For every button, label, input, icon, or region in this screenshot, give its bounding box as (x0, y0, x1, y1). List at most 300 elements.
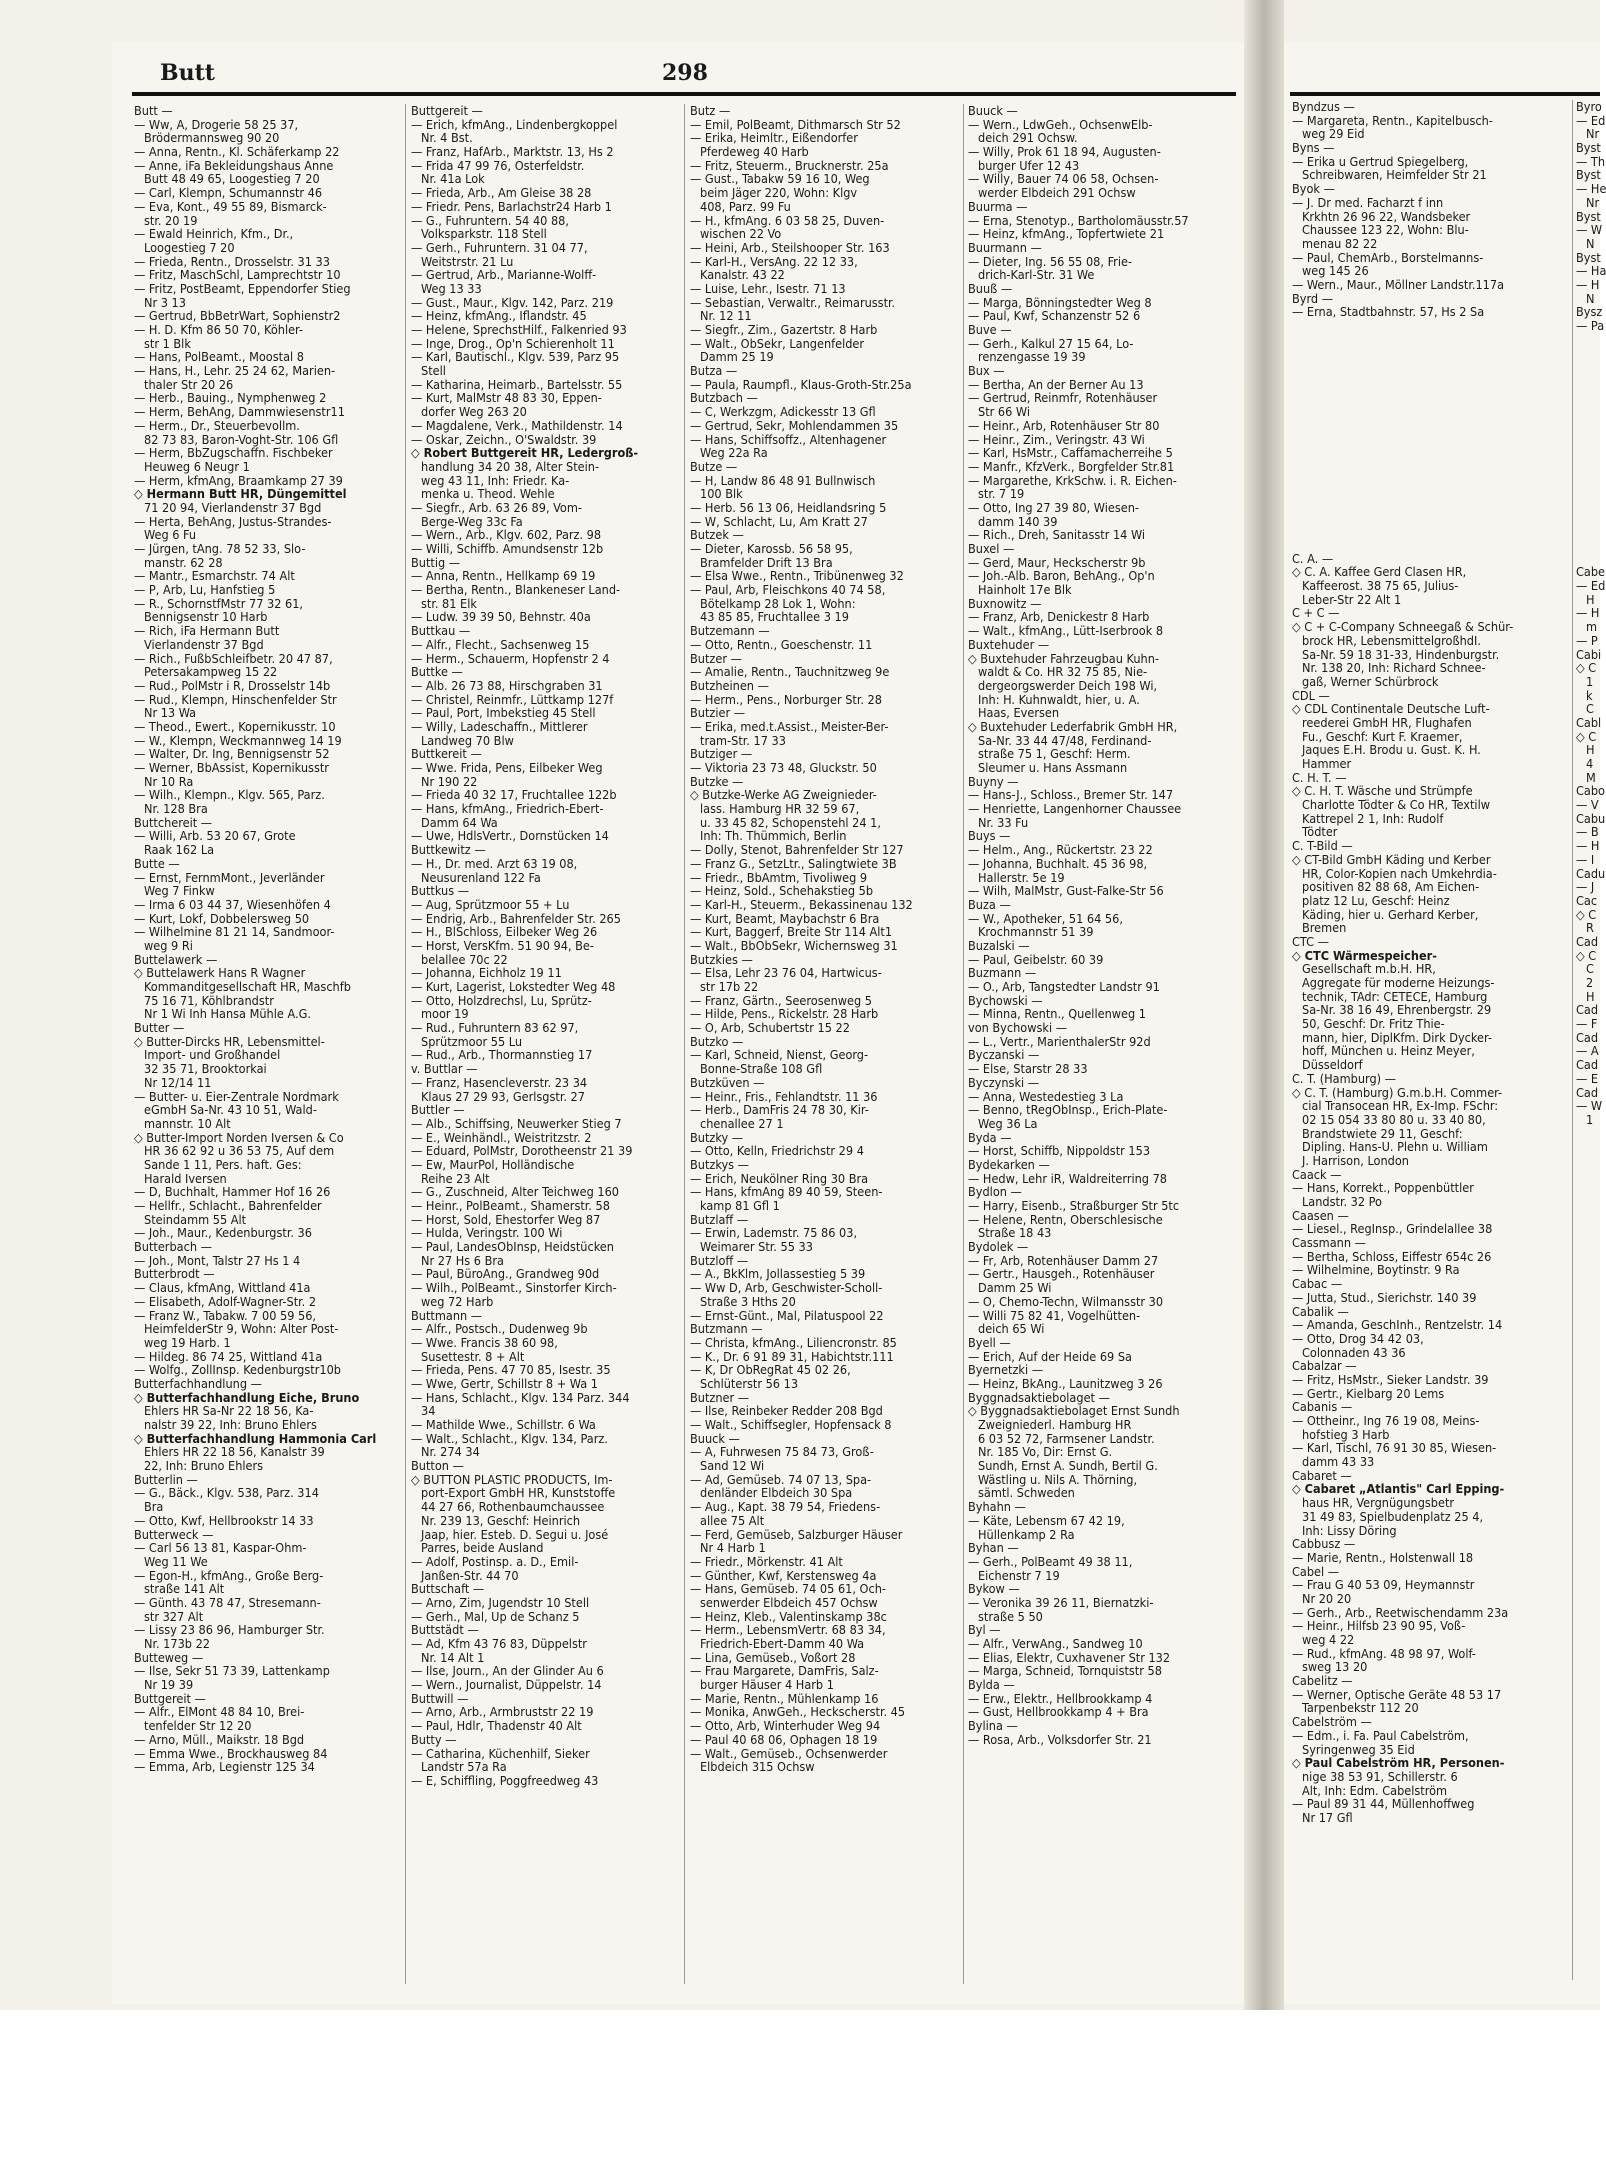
directory-entry-line (1576, 401, 1600, 415)
directory-entry-line: — Franz, Arb, Denickestr 8 Harb (968, 609, 1150, 625)
directory-column-1 (134, 104, 402, 1984)
directory-entry-line: — Walt., Schiffsegler, Hopfensack 8 (690, 1417, 892, 1432)
directory-entry-line: Byst (1576, 167, 1601, 183)
directory-entry-line: Hainholt 17e Blk (978, 582, 1072, 598)
directory-entry-line: Caasen — (1292, 1207, 1349, 1223)
directory-entry-line: Gesellschaft m.b.H. HR, (1302, 961, 1436, 977)
directory-entry-line: — Ewald Heinrich, Kfm., Dr., (134, 226, 294, 242)
directory-entry-line: — Gertrud, Reinmfr, Rotenhäuser (968, 390, 1158, 406)
directory-entry-line: 44 27 66, Rothenbaumchaussee (421, 1499, 605, 1515)
directory-entry-line: — Karl-H., Steuerm., Bekassinenau 132 (690, 896, 913, 912)
directory-entry-line: — J (1576, 879, 1595, 895)
directory-entry-line: haus HR, Vergnügungsbetr (1302, 1495, 1455, 1511)
directory-entry-line: hofstieg 3 Harb (1302, 1426, 1390, 1442)
directory-entry-line: manstr. 62 28 (144, 554, 223, 570)
directory-entry-line: straße 5 50 (978, 1608, 1043, 1624)
directory-entry-line: — Fritz, PostBeamt, Eppendorfer Stieg (134, 280, 351, 296)
directory-entry-line: — Herm., Pens., Norburger Str. 28 (690, 691, 882, 707)
directory-entry-line: — H., kfmAng. 6 03 58 25, Duven- (690, 212, 885, 228)
directory-entry-line: Vierlandenstr 37 Bgd (144, 636, 264, 652)
directory-entry-line (1292, 524, 1567, 538)
directory-entry-line: — Egon-H., kfmAng., Große Berg- (134, 1567, 324, 1583)
directory-entry-line: — Ottheinr., Ing 76 19 08, Meins- (1292, 1413, 1480, 1428)
directory-entry-line: — Gerh., PolBeamt 49 38 11, (968, 1553, 1133, 1569)
column-divider (405, 104, 406, 1984)
directory-entry-line: — Wwe. Frida, Pens, Eilbeker Weg (411, 760, 603, 775)
directory-entry-line: Buttkau — (411, 623, 471, 639)
directory-entry-line: Weimarer Str. 55 33 (700, 1239, 813, 1255)
directory-entry-line: Buza — (968, 896, 1011, 912)
directory-entry-line: — Erich, Auf der Heide 69 Sa (968, 1348, 1132, 1364)
directory-entry-line: C + C — (1292, 605, 1340, 621)
directory-entry-line: J. Harrison, London (1302, 1152, 1409, 1168)
directory-entry-line: tenfelder Str 12 20 (144, 1718, 252, 1734)
directory-entry-line: — Arno, Arb., Armbruststr 22 19 (411, 1704, 594, 1720)
directory-entry-line: — Carl 56 13 81, Kaspar-Ohm- (134, 1540, 307, 1556)
directory-entry-line: — Wilhelmine 81 21 14, Sandmoor- (134, 924, 335, 940)
column-divider (684, 104, 685, 1984)
directory-entry-line: Sleumer u. Hans Assmann (978, 760, 1128, 775)
directory-entry-line: — Jutta, Stud., Sierichstr. 140 39 (1292, 1289, 1477, 1305)
directory-entry-line: Dipling. Hans-U. Plehn u. William (1302, 1139, 1488, 1155)
directory-entry-line: — Alfr., VerwAng., Sandweg 10 (968, 1636, 1143, 1651)
directory-entry-line: Düsseldorf (1302, 1057, 1363, 1073)
directory-entry-line (1576, 497, 1600, 511)
directory-entry-line: — Frieda, Pens. 47 70 85, Isestr. 35 (411, 1362, 611, 1378)
directory-entry-line: damm 140 39 (978, 513, 1058, 529)
directory-entry-line: Brandstwiete 29 11, Geschf: (1302, 1125, 1463, 1141)
directory-entry-line: Bylda — (968, 1677, 1015, 1693)
directory-entry-line: sämtl. Schweden (978, 1485, 1075, 1501)
directory-entry-line: — Gust., Maur., Klgv. 142, Parz. 219 (411, 294, 614, 310)
directory-entry-line: Nr. 14 Alt 1 (421, 1649, 485, 1665)
directory-entry-line: M (1586, 769, 1596, 785)
directory-entry-line: Butzlaff — (690, 1211, 749, 1227)
directory-entry-line: ◇ C. T. (Hamburg) G.m.b.H. Commer- (1292, 1084, 1503, 1100)
directory-entry-line: — Ed (1576, 578, 1606, 594)
directory-entry-line: Bydekarken — (968, 1156, 1050, 1172)
directory-entry-line: v. Buttlar — (411, 1061, 478, 1077)
directory-entry-line: Kanalstr. 43 22 (700, 267, 785, 283)
directory-entry-line: Sande 1 11, Pers. haft. Ges: (144, 1156, 302, 1172)
directory-entry-line: nige 38 53 91, Schillerstr. 6 (1302, 1768, 1458, 1784)
directory-entry-line: Cad (1576, 1057, 1599, 1073)
directory-entry-line: — Herm., Dr., Steuerbevollm. (134, 417, 300, 433)
directory-entry-line: — Arno, Zim, Jugendstr 10 Stell (411, 1594, 590, 1610)
directory-entry-line: Byhan — (968, 1540, 1019, 1556)
directory-entry-line: — Eva, Kont., 49 55 89, Bismarck- (134, 198, 327, 214)
directory-entry-line: Nr. 12 11 (700, 308, 752, 324)
directory-entry-line: — Lina, Gemüseb., Voßort 28 (690, 1649, 856, 1665)
directory-entry-line: — Hans, Gemüseb. 74 05 61, Och- (690, 1581, 886, 1597)
directory-entry-line: Buttschaft — (411, 1581, 485, 1597)
directory-entry-line: Str 66 Wi (978, 404, 1030, 420)
directory-entry-line (1576, 470, 1600, 484)
directory-entry-line: — Hans, kfmAng., Friedrich-Ebert- (411, 801, 604, 817)
directory-entry-line: — Hans, PolBeamt., Moostal 8 (134, 349, 304, 365)
directory-entry-line: H (1586, 591, 1595, 607)
directory-entry-line: Byernetzki — (968, 1362, 1044, 1378)
directory-entry-line: — Ed (1576, 112, 1606, 128)
directory-entry-line: Buuß — (968, 280, 1013, 296)
directory-entry-line: Butt 48 49 65, Loogestieg 7 20 (144, 171, 320, 187)
directory-entry-line: Buxtehuder — (968, 636, 1050, 652)
directory-entry-line: — Elisabeth, Adolf-Wagner-Str. 2 (134, 1293, 317, 1309)
directory-entry-line: — Walt., BbObSekr, Wichernsweg 31 (690, 937, 898, 953)
directory-entry-line: Straße 18 43 (978, 1225, 1052, 1241)
directory-entry-line: Nr 3 13 (144, 294, 186, 310)
directory-entry-line: Landstr. 32 Po (1302, 1194, 1382, 1209)
directory-entry-line: — W, Schlacht, Lu, Am Kratt 27 (690, 513, 868, 529)
directory-entry-line: Weg 6 Fu (144, 527, 197, 543)
directory-entry-line: — Aug, Sprützmoor 55 + Lu (411, 896, 570, 912)
directory-entry-line: — Mantr., Esmarchstr. 74 Alt (134, 568, 295, 584)
directory-entry-line: — Irma 6 03 44 37, Wiesenhöfen 4 (134, 896, 331, 912)
directory-entry-line: Butteweg — (134, 1649, 204, 1665)
directory-entry-line: Butzkies — (690, 951, 753, 967)
directory-entry-line: — Bertha, An der Berner Au 13 (968, 376, 1144, 392)
directory-entry-line: Butzier — (690, 705, 746, 721)
directory-entry-line: beim Jäger 220, Wohn: Klgv (700, 185, 858, 201)
directory-entry-line: deich 65 Wi (978, 1321, 1045, 1337)
directory-entry-line: Byst (1576, 249, 1601, 265)
directory-entry-line: Inh: Th. Thümmich, Berlin (700, 828, 847, 844)
directory-entry-line: 31 49 83, Spielbudenplatz 25 4, (1302, 1508, 1484, 1524)
directory-entry-line: — Heini, Arb., Steilshooper Str. 163 (690, 239, 890, 255)
column-divider (963, 104, 964, 1984)
directory-entry-line: k (1586, 687, 1593, 703)
directory-entry-line: — Otto, Holzdrechsl, Lu, Sprütz- (411, 992, 592, 1008)
directory-entry-line: gaß, Werner Schürbrock (1302, 673, 1439, 689)
directory-entry-line: — Franz, Hasencleverstr. 23 34 (411, 1074, 588, 1090)
directory-entry-line: Butz — (690, 103, 731, 118)
directory-entry-line: Stell (421, 363, 446, 379)
directory-entry-line: Nr 19 39 (144, 1677, 194, 1693)
directory-entry-line: Colonnaden 43 36 (1302, 1344, 1406, 1360)
directory-entry-line (1292, 538, 1567, 552)
directory-entry-line: Kaffeerost. 38 75 65, Julius- (1302, 578, 1459, 594)
directory-entry-line: — Emil, PolBeamt, Dithmarsch Str 52 (690, 116, 901, 132)
directory-entry-line: Charlotte Tödter & Co HR, Textilw (1302, 797, 1490, 813)
directory-entry-line: — Günth. 43 78 47, Stresemann- (134, 1594, 321, 1610)
directory-entry-line: — V (1576, 797, 1599, 813)
directory-entry-line: — Herb., Bauing., Nymphenweg 2 (134, 390, 327, 406)
directory-entry-line: — Henriette, Langenhorner Chaussee (968, 801, 1182, 817)
directory-entry-line: moor 19 (421, 1006, 469, 1022)
directory-entry-line: brock HR, LebensmittelgroßhdI. (1302, 632, 1481, 648)
directory-entry-line: C. H. T. — (1292, 769, 1347, 785)
directory-entry-line: — Joh., Maur., Kedenburgstr. 36 (134, 1225, 312, 1241)
directory-entry-line: Nr 20 20 (1302, 1590, 1352, 1606)
directory-entry-line: — Gertr., Hausgeh., Rotenhäuser (968, 1266, 1155, 1282)
directory-entry-line: Weg 7 Finkw (144, 883, 215, 899)
directory-entry-line: Bux — (968, 363, 1005, 379)
directory-entry-line: Byndzus — (1292, 99, 1355, 114)
directory-entry-line: cial Transocean HR, Ex-Imp. FSchr: (1302, 1098, 1499, 1114)
directory-entry-line: Bremen (1302, 920, 1347, 936)
directory-entry-line: Haas, Eversen (978, 705, 1060, 721)
directory-entry-line: Buttgereit — (134, 1690, 206, 1706)
directory-entry-line: — Endrig, Arb., Bahrenfelder Str. 265 (411, 910, 621, 926)
directory-entry-line: — Herm., Schauerm, Hopfenstr 2 4 (411, 650, 610, 666)
directory-entry-line: mann, hier, DiplKfm. Dirk Dycker- (1302, 1029, 1492, 1045)
directory-entry-line (1576, 374, 1600, 388)
directory-entry-line: wischen 22 Vo (700, 226, 782, 242)
directory-entry-line: — W (1576, 1098, 1603, 1114)
directory-entry-line: reederei GmbH HR, Flughafen (1302, 714, 1472, 730)
directory-entry-line: — Karl, Bautischl., Klgv. 539, Parz 95 (411, 349, 620, 365)
directory-entry-line: damm 43 33 (1302, 1454, 1375, 1470)
directory-entry-line: — Liesel., RegInsp., Grindelallee 38 (1292, 1221, 1493, 1237)
directory-entry-line: — Rud., Klempn, Hinschenfelder Str (134, 691, 337, 707)
directory-entry-line: belallee 70c 22 (421, 951, 508, 967)
directory-entry-line: — A., BkKlm, Jollassestieg 5 39 (690, 1266, 866, 1282)
directory-entry-line: — Paul, BüroAng., Grandweg 90d (411, 1266, 600, 1282)
directory-entry-line: N (1586, 235, 1595, 251)
directory-entry-line: — Paula, Raumpfl., Klaus-Groth-Str.25a (690, 376, 912, 392)
directory-entry-line: — Emma Wwe., Brockhausweg 84 (134, 1745, 328, 1761)
directory-entry-line (1292, 442, 1567, 456)
directory-entry-line: — Willi, Schiffb. Amundsenstr 12b (411, 541, 604, 556)
directory-entry-line: Nr (1586, 194, 1600, 210)
directory-entry-line: — Herm., LebensmVertr. 68 83 34, (690, 1622, 886, 1638)
directory-entry-line: Damm 25 Wi (978, 1280, 1052, 1296)
directory-entry-line: — Emma, Arb, Legienstr 125 34 (134, 1759, 315, 1775)
directory-entry-line: lass. Hamburg HR 32 59 67, (700, 801, 860, 817)
directory-entry-line: — Erich, Neukölner Ring 30 Bra (690, 1170, 869, 1186)
directory-entry-line: burger Ufer 12 43 (978, 157, 1080, 173)
directory-entry-line: Nr. 138 20, Inh: Richard Schnee- (1302, 660, 1486, 676)
directory-entry-line: kamp 81 Gfl 1 (700, 1198, 780, 1213)
directory-entry-line: — C, Werkzgm, Adickesstr 13 Gfl (690, 404, 876, 420)
directory-entry-line: Fu., Geschf: Kurt F. Kraemer, (1302, 728, 1463, 744)
directory-entry-line: — H., BlSchloss, Eilbeker Weg 26 (411, 924, 598, 940)
directory-entry-line: 32 35 71, Brooktorkai (144, 1061, 267, 1077)
directory-entry-line: — Ilse, Journ., An der Glinder Au 6 (411, 1663, 604, 1679)
directory-entry-line: 1 (1586, 1111, 1594, 1127)
directory-entry-line: Cabl (1576, 714, 1602, 730)
directory-column-4 (968, 104, 1238, 1984)
directory-entry-line (1576, 387, 1600, 401)
directory-entry-line: 100 Blk (700, 486, 743, 502)
directory-entry-line: Landstr 57a Ra (421, 1759, 507, 1775)
directory-entry-line: Butzloff — (690, 1252, 749, 1268)
directory-entry-line: chenallee 27 1 (700, 1115, 784, 1131)
directory-entry-line: — Gerh., Fuhruntern. 31 04 77, (411, 239, 588, 255)
directory-entry-line: — Wern., Journalist, Düppelstr. 14 (411, 1677, 602, 1693)
directory-entry-line (1576, 333, 1600, 347)
directory-entry-line: technik, TAdr: CETECE, Hamburg (1302, 988, 1488, 1004)
directory-entry-line: Buurmann — (968, 239, 1042, 255)
directory-entry-line: Buttke — (411, 664, 463, 680)
directory-entry-line: — Minna, Rentn., Quellenweg 1 (968, 1006, 1146, 1022)
directory-entry-line: — Wern., Maur., Möllner Landstr.117a (1292, 276, 1505, 292)
directory-entry-line (1576, 346, 1600, 360)
directory-entry-line: tram-Str. 17 33 (700, 732, 786, 748)
directory-entry-line: Jaap, hier. Esteb. D. Segui u. José (421, 1526, 609, 1542)
directory-entry-line: ◇ Cabaret „Atlantis" Carl Epping- (1292, 1481, 1505, 1497)
directory-entry-line: Byns — (1292, 140, 1335, 156)
directory-entry-line: — H, Landw 86 48 91 Bullnwisch (690, 472, 876, 488)
directory-entry-line: — Uwe, HdlsVertr., Dornstücken 14 (411, 828, 609, 844)
directory-entry-line: H (1586, 988, 1595, 1004)
directory-entry-line: Cabe (1576, 564, 1606, 580)
directory-entry-line: 1 (1586, 673, 1594, 689)
directory-entry-line: — Pa (1576, 318, 1605, 333)
directory-entry-line: Nr 12/14 11 (144, 1074, 212, 1090)
directory-entry-line: — Eduard, PolMstr, Dorotheenstr 21 39 (411, 1143, 633, 1159)
directory-entry-line: Syringenweg 35 Eid (1302, 1741, 1415, 1757)
directory-entry-line: — W (1576, 222, 1603, 238)
directory-entry-line: ◇ Robert Buttgereit HR, Ledergroß- (411, 445, 639, 461)
directory-entry-line: Sa-Nr. 38 16 49, Ehrenbergstr. 29 (1302, 1002, 1492, 1018)
directory-entry-line: — Heinz, kfmAng., Topfertwiete 21 (968, 226, 1165, 242)
directory-entry-line: Buys — (968, 828, 1011, 844)
directory-entry-line: Tarpenbekstr 112 20 (1302, 1700, 1419, 1716)
directory-entry-line: — Siegfr., Arb. 63 26 89, Vom- (411, 499, 582, 515)
directory-entry-line: ◇ Butter-Dircks HR, Lebensmittel- (134, 1033, 325, 1049)
directory-entry-line: werder Elbdeich 291 Ochsw (978, 185, 1136, 201)
directory-entry-line: — Otto, Arb, Winterhuder Weg 94 (690, 1718, 881, 1734)
directory-entry-line: ◇ Butter-Import Norden Iversen & Co (134, 1129, 344, 1145)
directory-entry-line: — Anna, Rentn., Kl. Schäferkamp 22 (134, 144, 340, 160)
directory-entry-line: — Dieter, Karossb. 56 58 95, (690, 541, 853, 556)
directory-entry-line: — Wilh., PolBeamt., Sinstorfer Kirch- (411, 1280, 617, 1296)
header-rule-right (1290, 92, 1600, 96)
page-number: 298 (662, 60, 708, 86)
directory-entry-line: — Willy, Prok 61 18 94, Augusten- (968, 144, 1161, 160)
directory-entry-line: Butty — (411, 1731, 457, 1747)
directory-entry-line: — Elsa, Lehr 23 76 04, Hartwicus- (690, 965, 882, 981)
directory-entry-line: ◇ C. A. Kaffee Gerd Clasen HR, (1292, 564, 1467, 580)
directory-entry-line: Damm 64 Wa (421, 814, 498, 830)
directory-entry-line: 4 (1586, 756, 1594, 771)
directory-entry-line: Butt — (134, 103, 173, 118)
directory-entry-line: — Gerd, Maur, Heckscherstr 9b (968, 554, 1146, 570)
directory-entry-line: — Rich., Dreh, Sanitasstr 14 Wi (968, 527, 1146, 543)
directory-entry-line: — Kurt, Baggerf, Breite Str 114 Alt1 (690, 924, 893, 940)
directory-entry-line: — Ha (1576, 263, 1606, 279)
directory-entry-line: — Paul 40 68 06, Ophagen 18 19 (690, 1731, 878, 1747)
directory-entry-line: Leber-Str 22 Alt 1 (1302, 591, 1402, 607)
directory-entry-line: Hammer (1302, 756, 1352, 771)
directory-entry-line: Janßen-Str. 44 70 (421, 1567, 519, 1583)
directory-entry-line (1576, 442, 1600, 456)
directory-entry-line: Butza — (690, 363, 738, 379)
directory-entry-line (1292, 483, 1567, 497)
directory-entry-line: — E, Schiffling, Poggfreedweg 43 (411, 1772, 599, 1788)
directory-entry-line: — Frieda, Arb., Am Gleise 38 28 (411, 185, 592, 201)
directory-entry-line: Cabalik — (1292, 1303, 1349, 1319)
directory-entry-line: — Otto, Kelln, Friedrichstr 29 4 (690, 1143, 864, 1159)
directory-entry-line: — Willi, Arb. 53 20 67, Grote (134, 828, 296, 844)
directory-entry-line: — E (1576, 1070, 1599, 1086)
directory-entry-line: — He (1576, 181, 1606, 197)
directory-entry-line: — H. D. Kfm 86 50 70, Köhler- (134, 322, 304, 337)
directory-entry-line: — Ilse, Reinbeker Redder 208 Bgd (690, 1403, 883, 1419)
directory-entry-line: — Theod., Ewert., Kopernikusstr. 10 (134, 718, 336, 734)
directory-entry-line: Byggnadsaktiebolaget — (968, 1389, 1110, 1405)
directory-entry-line: — Gertrud, BbBetrWart, Sophienstr2 (134, 308, 341, 324)
directory-entry-line: Buve — (968, 322, 1012, 337)
directory-entry-line: — Siegfr., Zim., Gazertstr. 8 Harb (690, 322, 878, 337)
directory-entry-line: 22, Inh: Bruno Ehlers (144, 1458, 264, 1474)
directory-entry-line: — W., Klempn, Weckmannweg 14 19 (134, 732, 342, 748)
directory-entry-line: Butzbach — (690, 390, 758, 406)
directory-entry-line (1292, 429, 1567, 443)
directory-entry-line: — Hellfr., Schlacht., Bahrenfelder (134, 1198, 322, 1213)
directory-entry-line: ◇ C (1576, 906, 1597, 922)
directory-entry-line: Elbdeich 315 Ochsw (700, 1759, 815, 1775)
directory-entry-line: — O, Arb, Schubertstr 15 22 (690, 1020, 850, 1036)
directory-entry-line: Buxel — (968, 541, 1015, 556)
directory-entry-line (1576, 415, 1600, 429)
directory-entry-line: — Gust, Hellbrookkamp 4 + Bra (968, 1704, 1149, 1720)
directory-entry-line: str 17b 22 (700, 979, 759, 994)
directory-entry-line: — Erika, Heimltr., Eißendorfer (690, 130, 858, 146)
directory-entry-line: — Dolly, Stenot, Bahrenfelder Str 127 (690, 842, 904, 858)
directory-entry-line: ◇ C + C-Company Schneegaß & Schür- (1292, 619, 1514, 635)
directory-entry-line: Brödermannsweg 90 20 (144, 130, 280, 146)
directory-entry-line: — G., Bäck., Klgv. 538, Parz. 314 (134, 1485, 319, 1501)
directory-entry-line: — Hans, kfmAng 89 40 59, Steen- (690, 1184, 883, 1200)
directory-entry-line: hoff, München u. Heinz Meyer, (1302, 1043, 1475, 1059)
directory-entry-line: Berge-Weg 33c Fa (421, 513, 523, 529)
directory-entry-line: Nr 10 Ra (144, 773, 194, 789)
directory-entry-line: Butte — (134, 855, 180, 871)
directory-entry-line: Cabelström — (1292, 1714, 1372, 1730)
directory-entry-line: 75 16 71, Köhlbrandstr (144, 992, 274, 1008)
directory-entry-line: Bonne-Straße 108 Gfl (700, 1061, 823, 1077)
directory-entry-line: Loogestieg 7 20 (144, 239, 235, 255)
directory-entry-line: Schlüterstr 56 13 (700, 1375, 799, 1391)
directory-entry-line: str. 20 19 (144, 212, 198, 228)
directory-entry-line: — H (1576, 276, 1600, 292)
column-divider (1572, 100, 1573, 1980)
directory-entry-line: — Fr, Arb, Rotenhäuser Damm 27 (968, 1252, 1159, 1268)
directory-entry-line: — Willi 75 82 41, Vogelhütten- (968, 1307, 1141, 1323)
directory-entry-line: — Manfr., KfzVerk., Borgfelder Str.81 (968, 458, 1175, 474)
directory-entry-line: — Bertha, Rentn., Blankeneser Land- (411, 582, 621, 598)
directory-entry-line: — Elsa Wwe., Rentn., Tribünenweg 32 (690, 568, 904, 584)
directory-entry-line: — Monika, AnwGeh., Heckscherstr. 45 (690, 1704, 906, 1720)
directory-entry-line: — Franz, HafArb., Marktstr. 13, Hs 2 (411, 144, 614, 160)
directory-entry-line: — Paul, Port, Imbekstieg 45 Stell (411, 705, 596, 721)
directory-entry-line: nalstr 39 22, Inh: Bruno Ehlers (144, 1417, 317, 1432)
directory-entry-line: Butterbach — (134, 1239, 212, 1255)
directory-entry-line: Weg 13 33 (421, 280, 482, 296)
directory-entry-line: Butterfachhandlung — (134, 1375, 262, 1391)
directory-entry-line: — Amanda, GeschInh., Rentzelstr. 14 (1292, 1317, 1503, 1333)
directory-entry-line: — Walt., Gemüseb., Ochsenwerder (690, 1745, 888, 1761)
directory-entry-line: Cabu (1576, 810, 1606, 826)
directory-entry-line: — Marie, Rentn., Mühlenkamp 16 (690, 1690, 879, 1706)
directory-entry-line: — Herb., DamFris 24 78 30, Kir- (690, 1102, 869, 1118)
directory-entry-line: — B (1576, 824, 1599, 840)
directory-entry-line: Byok — (1292, 181, 1335, 197)
directory-entry-line: Ehlers HR Sa-Nr 22 18 56, Ka- (144, 1403, 314, 1419)
directory-entry-line: Butzküven — (690, 1074, 765, 1090)
directory-entry-line: — Erika, med.t.Assist., Meister-Ber- (690, 718, 889, 734)
directory-entry-line: — Ferd, Gemüseb, Salzburger Häuser (690, 1526, 903, 1542)
directory-entry-line (1292, 497, 1567, 511)
directory-entry-line: — Rud., Arb., Thormannstieg 17 (411, 1047, 593, 1063)
directory-entry-line: C. A. — (1292, 550, 1334, 566)
directory-entry-line: HR, Color-Kopien nach Umkehrdia- (1302, 865, 1497, 881)
directory-entry-line: — G., Fuhruntern. 54 40 88, (411, 212, 569, 228)
directory-entry-line (1576, 456, 1600, 470)
directory-entry-line: C (1586, 961, 1594, 977)
